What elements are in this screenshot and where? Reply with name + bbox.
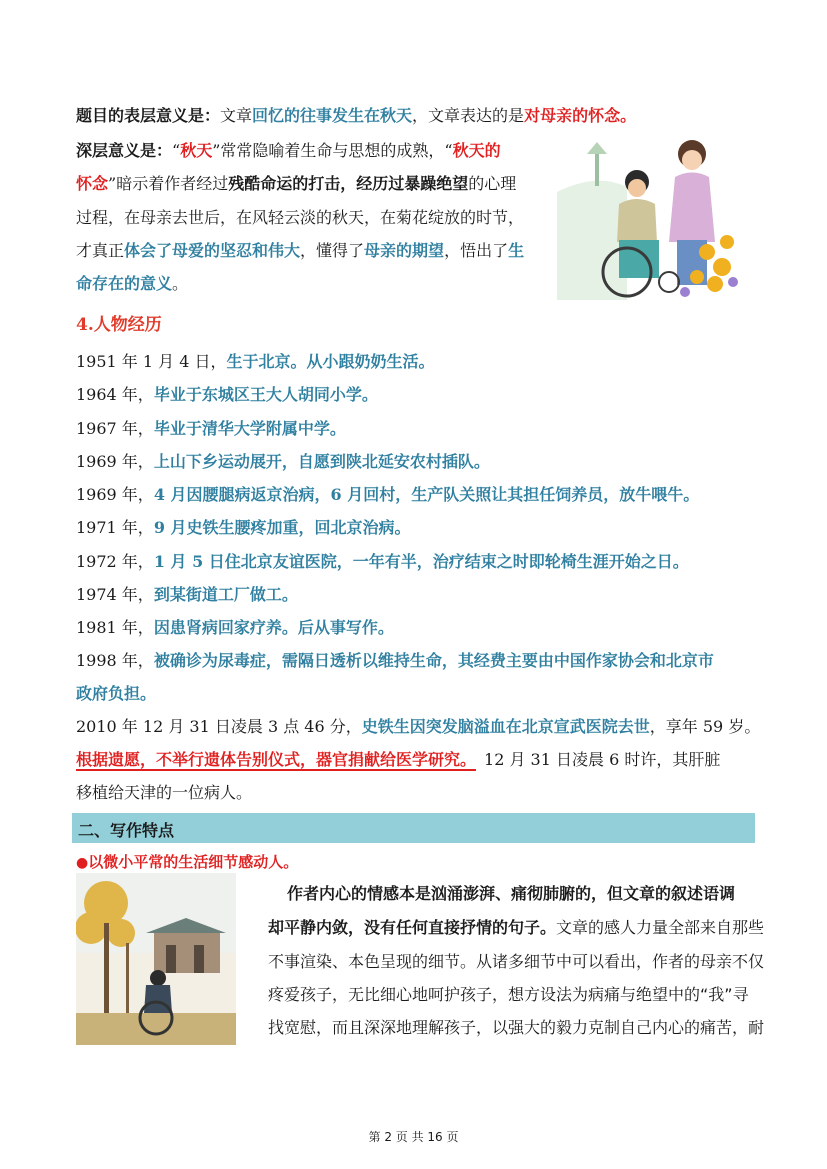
timeline-year: 1972 年， (76, 552, 154, 571)
paragraph-plain-text: 找宽慰，而且深深地理解孩子，以强大的毅力克制自己内心的痛苦，耐 (268, 1018, 765, 1037)
will-line (76, 750, 720, 770)
section-band-writing-features (72, 813, 755, 843)
timeline-entry (76, 352, 435, 372)
deep-meaning-line-3: 过程，在母亲去世后，在风轻云淡的秋天，在菊花绽放的时节， (76, 208, 525, 227)
paragraph-line-2 (268, 918, 764, 938)
timeline-text: 因患肾病回家疗养。后从事写作。 (153, 618, 394, 637)
deep-meaning-line-5 (76, 274, 188, 294)
deep-dark-1: 残酷命运的打击，经历过暴躁绝望 (228, 174, 469, 193)
surface-meaning-line (76, 106, 636, 126)
deep-red-memory: 怀念 (76, 174, 109, 193)
surface-highlight-blue: 回忆的往事发生在秋天 (252, 106, 413, 125)
surface-highlight-red: 对母亲的怀念。 (524, 106, 637, 125)
deep-blue-2: 母亲的期望 (364, 241, 445, 260)
deep-quote-open: “ (172, 141, 181, 160)
deep-text-2: ”暗示着作者经过 (108, 174, 229, 193)
surface-text-1: 文章 (220, 106, 253, 125)
surface-label: 题目的表层意义是： (76, 106, 221, 125)
paragraph-line-5 (268, 1018, 764, 1038)
deep-text-7: 。 (172, 274, 189, 293)
timeline-entry (76, 585, 298, 605)
timeline-text: 9 月史铁生腰疼加重，回北京治病。 (153, 518, 411, 537)
timeline-year: 1969 年， (76, 485, 154, 504)
deep-text-1: ”常常隐喻着生命与思想的成熟，“ (212, 141, 453, 160)
paragraph-plain-text: 文章的感人力量全部来自那些 (556, 918, 765, 937)
bullet-text: 以微小平常的生活细节感动人。 (88, 853, 299, 871)
death-tail: ，享年 59 岁。 (649, 717, 761, 736)
timeline-text: 毕业于清华大学附属中学。 (153, 419, 346, 438)
timeline-continuation: 政府负担。 (76, 684, 157, 703)
deep-meaning-line-4 (76, 241, 524, 261)
timeline-year: 1969 年， (76, 452, 154, 471)
page-footer: 第 2 页 共 16 页 (368, 1130, 459, 1144)
timeline-text: 生于北京。从小跟奶奶生活。 (226, 352, 435, 371)
deep-blue-4: 命存在的意义 (76, 274, 173, 293)
bullet-dot-icon: ● (76, 855, 89, 871)
death-line (76, 717, 760, 737)
timeline-year: 1998 年， (76, 651, 154, 670)
timeline-entry (76, 485, 699, 505)
paragraph-dark-text: 作者内心的情感本是汹涌澎湃、痛彻肺腑的，但文章的叙述语调 (287, 884, 736, 903)
timeline-year: 1951 年 1 月 4 日， (76, 352, 227, 371)
deep-blue-3: 生 (508, 241, 525, 260)
paragraph-line-4 (268, 985, 749, 1005)
death-year: 2010 年 12 月 31 日凌晨 3 点 46 分， (76, 717, 362, 736)
deep-text-3: 的心理 (468, 174, 517, 193)
paragraph-line-3 (268, 952, 764, 972)
deep-text-6: ，悟出了 (444, 241, 509, 260)
timeline-entry (76, 419, 346, 439)
timeline-text: 被确诊为尿毒症，需隔日透析以维持生命，其经费主要由中国作家协会和北京市 (153, 651, 714, 670)
deep-label: 深层意义是： (76, 141, 173, 160)
deep-meaning-line-1 (76, 141, 501, 161)
timeline-year: 1974 年， (76, 585, 154, 604)
timeline-entry (76, 385, 378, 405)
timeline-entry (76, 552, 689, 572)
deep-text-4: 才真正 (76, 241, 125, 260)
timeline-text: 到某街道工厂做工。 (153, 585, 298, 604)
deep-blue-1: 体会了母爱的坚忍和伟大 (124, 241, 301, 260)
timeline-text: 毕业于东城区王大人胡同小学。 (153, 385, 378, 404)
timeline-year: 1964 年， (76, 385, 154, 404)
paragraph-plain-text: 不事渲染、本色呈现的细节。从诸多细节中可以看出，作者的母亲不仅 (268, 952, 765, 971)
timeline-entry (76, 452, 490, 472)
bullet-line (76, 852, 298, 873)
section-band-title: 二、写作特点 (78, 821, 175, 840)
paragraph-dark-text: 却平静内敛，没有任何直接抒情的句子。 (268, 918, 557, 937)
wheelchair-mother-illustration (557, 132, 740, 300)
timeline-year: 1971 年， (76, 518, 154, 537)
timeline-text: 4 月因腰腿病返京治病，6 月回村，生产队关照让其担任饲养员，放牛喂牛。 (153, 485, 700, 504)
autumn-wheelchair-illustration (76, 873, 236, 1045)
death-text-blue: 史铁生因突发脑溢血在北京宣武医院去世 (361, 717, 650, 736)
timeline-entry (76, 651, 714, 671)
deep-red-autumn: 秋天 (180, 141, 213, 160)
section-4-heading: 4.人物经历 (76, 315, 162, 335)
deep-meaning-line-2 (76, 174, 516, 194)
timeline-entry (76, 518, 411, 538)
timeline-year: 1967 年， (76, 419, 154, 438)
paragraph-plain-text: 疼爱孩子，无比细心地呵护孩子，想方设法为病痛与绝望中的“我”寻 (268, 985, 749, 1004)
will-text-red: 根据遗愿，不举行遗体告别仪式，器官捐献给医学研究。 (76, 750, 477, 769)
timeline-text: 1 月 5 日住北京友谊医院，一年有半，治疗结束之时即轮椅生涯开始之日。 (153, 552, 689, 571)
deep-text-5: ，懂得了 (300, 241, 365, 260)
timeline-text: 上山下乡运动展开，自愿到陕北延安农村插队。 (153, 452, 490, 471)
will-line-2: 移植给天津的一位病人。 (76, 783, 253, 802)
timeline-year: 1981 年， (76, 618, 154, 637)
surface-text-2: ，文章表达的是 (412, 106, 525, 125)
will-tail: 12 月 31 日凌晨 6 时许，其肝脏 (484, 750, 721, 769)
paragraph-line-1 (287, 884, 735, 904)
timeline-entry (76, 618, 394, 638)
deep-red-autumn-of: 秋天的 (452, 141, 501, 160)
